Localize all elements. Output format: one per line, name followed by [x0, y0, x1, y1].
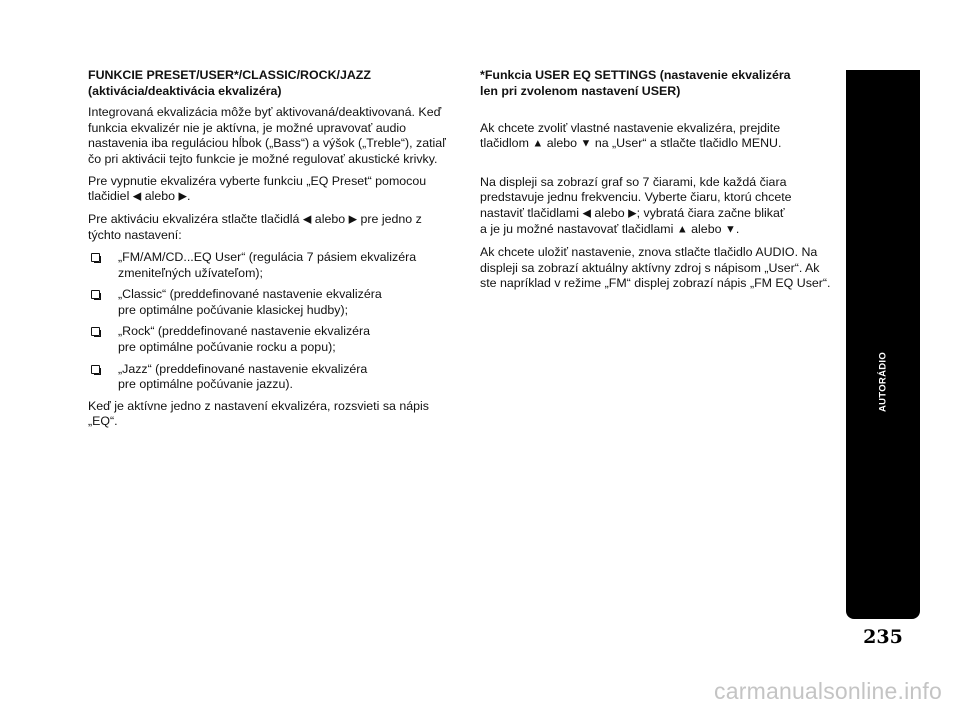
list-item: „Jazz“ (preddefinované nastavenie ekvalizéra pre optimálne počúvanie jazzu).	[88, 362, 450, 393]
paragraph-graph: Na displeji sa zobrazí graf so 7 čiarami, kde každá čiara predstavuje jednu frekvenciu. Vyberte čiaru, ktorú chcete nastaviť tlačidlami ◀ alebo ▶; vybratá čiara začne blikať a je ju možné nastavovať tlačidlami ▲ alebo ▼.	[480, 159, 832, 239]
up-arrow-icon: ▲	[532, 137, 544, 150]
paragraph-save: Ak chcete uložiť nastavenie, znova stlačte tlačidlo AUDIO. Na displeji sa zobrazí aktuálny aktívny zdroj s nápisom „User“. Ak ste napríklad v režime „FM“ displej zobrazí nápis „FM EQ User“.	[480, 244, 831, 291]
chapter-side-tab	[846, 70, 920, 619]
list-item: „FM/AM/CD...EQ User“ (regulácia 7 pásiem ekvalizéra zmeniteľných užívateľom);	[88, 250, 450, 281]
checkbox-bullet-icon	[91, 290, 100, 299]
checkbox-bullet-icon	[91, 327, 100, 336]
left-arrow-icon: ◀	[582, 207, 591, 220]
left-arrow-icon: ◀	[302, 213, 312, 226]
list-item: „Classic“ (preddefinované nastavenie ekvalizéra pre optimálne počúvanie klasickej hudby);	[88, 287, 450, 318]
right-column	[480, 68, 832, 298]
right-arrow-icon: ▶	[348, 213, 358, 226]
section-heading-user-eq: *Funkcia USER EQ SETTINGS (nastavenie ekvalizéra len pri zvolenom nastavení USER)	[480, 68, 791, 98]
checkbox-bullet-icon	[91, 365, 100, 374]
section-heading-equalizer: FUNKCIE PRESET/USER*/CLASSIC/ROCK/JAZZ (aktivácia/deaktivácia ekvalizéra)	[88, 68, 371, 98]
down-arrow-icon: ▼	[724, 223, 736, 236]
left-arrow-icon: ◀	[132, 190, 142, 203]
paragraph-intro: Integrovaná ekvalizácia môže byť aktivovaná/deaktivovaná. Keď funkcia ekvalizér nie je aktívna, je možné upravovať audio nastavenia iba reguláciou hĺbok („Bass“) a výšok („Treble“), zatiaľ čo pri aktivácii tejto funkcie je možné regulovať akustické krivky.	[88, 105, 446, 166]
paragraph-disable: Pre vypnutie ekvalizéra vyberte funkciu „EQ Preset“ pomocou tlačidiel ◀ alebo ▶.	[88, 174, 450, 206]
watermark: carmanualsonline.info	[714, 678, 942, 704]
up-arrow-icon: ▲	[676, 223, 688, 236]
checkbox-bullet-icon	[91, 253, 100, 262]
right-arrow-icon: ▶	[178, 190, 187, 203]
paragraph-enable: Pre aktiváciu ekvalizéra stlačte tlačidlá ◀ alebo ▶ pre jedno z týchto nastavení:	[88, 211, 422, 243]
page-number: 235	[863, 626, 903, 648]
paragraph-eq-indicator: Keď je aktívne jedno z nastavení ekvalizéra, rozsvieti sa nápis „EQ“.	[88, 398, 429, 429]
paragraph-select-user: Ak chcete zvoliť vlastné nastavenie ekvalizéra, prejdite tlačidlom ▲ alebo ▼ na „User“ a stlačte tlačidlo MENU.	[480, 105, 832, 153]
left-column	[88, 68, 450, 436]
down-arrow-icon: ▼	[580, 137, 592, 150]
right-arrow-icon: ▶	[628, 207, 637, 220]
list-item: „Rock“ (preddefinované nastavenie ekvalizéra pre optimálne počúvanie rocku a popu);	[88, 324, 450, 355]
chapter-label: AUTORÁDIO	[877, 351, 889, 413]
